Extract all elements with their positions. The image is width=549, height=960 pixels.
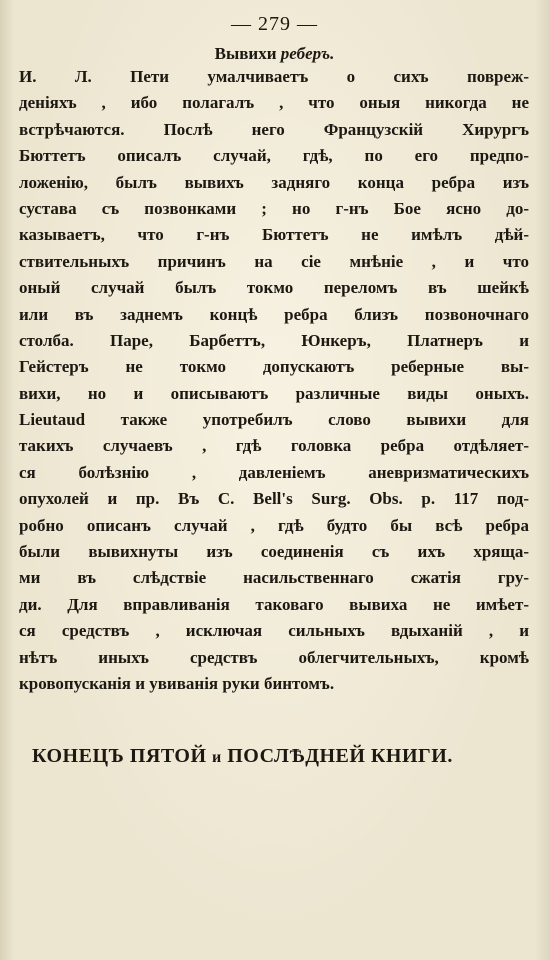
section-heading-italic: реберъ. — [280, 44, 335, 63]
end-note-part2: ПОСЛѢДНЕЙ КНИГИ. — [227, 745, 453, 767]
text-line: нѣтъ иныхъ средствъ облегчительныхъ, кромѣ — [19, 647, 529, 667]
section-heading-main: Вывихи — [214, 44, 277, 63]
text-line: ми въ слѣдствіе насильственнаго сжатія гру- — [19, 568, 529, 588]
text-line: оный случай былъ токмо переломъ въ шейкѣ — [19, 278, 529, 298]
text-line: Гейстеръ не токмо допускаютъ реберные вы- — [19, 357, 529, 377]
text-line: вихи, но и описываютъ различные виды оныхъ. — [19, 383, 529, 403]
text-line: Lieutaud также употребилъ слово вывихи для — [19, 410, 529, 430]
text-line: ся болѣзнію , давленіемъ аневризматическихъ — [19, 462, 529, 482]
text-line: опухолей и пр. Въ C. Bell's Surg. Obs. p. 117 под- — [19, 489, 529, 509]
text-line: ся средствъ , исключая сильныхъ вдыханій , и — [19, 621, 529, 641]
text-line: сустава съ позвонками ; но г-нъ Бое ясно до- — [19, 198, 529, 218]
text-line: Бюттетъ описалъ случай, гдѣ, по его предпо- — [19, 146, 529, 166]
end-note-conjunction: и — [212, 749, 222, 766]
text-line: или въ заднемъ концѣ ребра близъ позвоночнаго — [19, 304, 529, 324]
text-line: были вывихнуты изъ соединенія съ ихъ хряща- — [19, 542, 529, 562]
text-line: столба. Паре, Барбеттъ, Юнкеръ, Платнеръ и — [19, 330, 529, 350]
paragraph — [19, 64, 529, 697]
text-line: встрѣчаются. Послѣ него Французскій Хирургъ — [19, 119, 529, 139]
end-note-part1: КОНЕЦЪ ПЯТОЙ — [32, 745, 207, 767]
section-heading — [0, 44, 549, 64]
text-line-last: кровопусканія и увиванія руки бинтомъ. — [19, 673, 335, 693]
text-line: И. Л. Пети умалчиваетъ о сихъ повреж- — [19, 67, 529, 86]
text-line: деніяхъ , ибо полагалъ , что оныя никогда не — [19, 93, 529, 113]
text-line: ложенію, былъ вывихъ задняго конца ребра изъ — [19, 172, 529, 192]
text-line: ди. Для вправливанія таковаго вывиха не имѣет- — [19, 594, 529, 614]
text-line: ствительныхъ причинъ на сіе мнѣніе , и что — [19, 251, 529, 271]
page-number: — 279 — — [231, 13, 318, 35]
text-line: такихъ случаевъ , гдѣ головка ребра отдѣляет- — [19, 436, 529, 456]
end-of-book-note — [32, 745, 502, 768]
text-line: робно описанъ случай , гдѣ будто бы всѣ ребра — [19, 515, 529, 535]
text-line: казываетъ, что г-нъ Бюттетъ не имѣлъ дѣй- — [19, 225, 529, 245]
